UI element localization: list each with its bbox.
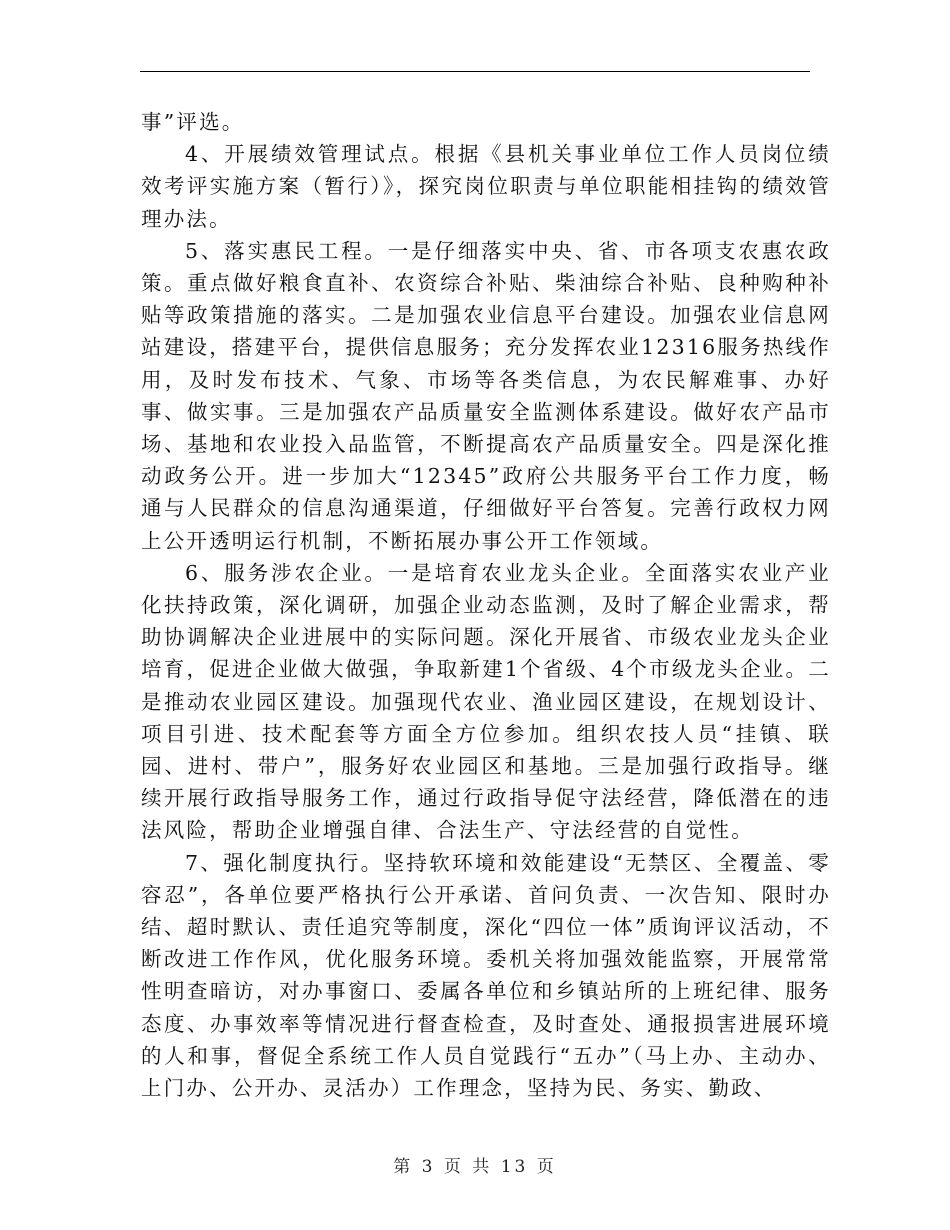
paragraph-item-7: 7、强化制度执行。坚持软环境和效能建设“无禁区、全覆盖、零容忍”，各单位要严格执行公开承诺、首问负责、一次告知、限时办结、超时默认、责任追究等制度，深化“四位一体”质询评议活动，不断改进工作作风，优化服务环境。委机关将加强效能监察，开展常常性明查暗访，对办事窗口、委属各单位和乡镇站所的上班纪律、服务态度、办事效率等情况进行督查检查，及时查处、通报损害进展环境的人和事，督促全系统工作人员自觉践行“五办”（马上办、主动办、上门办、公开办、灵活办）工作理念，坚持为民、务实、勤政、 [141,850,831,1101]
page-number-footer: 第 3 页 共 13 页 [393,1157,557,1177]
paragraph-continuation: 事”评选。 [141,110,245,134]
paragraph-item-6: 6、服务涉农企业。一是培育农业龙头企业。全面落实农业产业化扶持政策，深化调研，加强企业动态监测，及时了解企业需求，帮助协调解决企业进展中的实际问题。深化开展省、市级农业龙头企业培育，促进企业做大做强，争取新建1个省级、4个市级龙头企业。二是推动农业园区建设。加强现代农业、渔业园区建设，在规划设计、项目引进、技术配套等方面全方位参加。组织农技人员“挂镇、联园、进村、带户”，服务好农业园区和基地。三是加强行政指导。继续开展行政指导服务工作，通过行政指导促守法经营，降低潜在的违法风险，帮助企业增强自律、合法生产、守法经营的自觉性。 [141,560,831,843]
header-rule [140,71,810,72]
document-body [141,106,831,1104]
paragraph-item-5: 5、落实惠民工程。一是仔细落实中央、省、市各项支农惠农政策。重点做好粮食直补、农资综合补贴、柴油综合补贴、良种购种补贴等政策措施的落实。二是加强农业信息平台建设。加强农业信息网站建设，搭建平台，提供信息服务；充分发挥农业12316服务热线作用，及时发布技术、气象、市场等各类信息，为农民解难事、办好事、做实事。三是加强农产品质量安全监测体系建设。做好农产品市场、基地和农业投入品监管，不断提高农产品质量安全。四是深化推动政务公开。进一步加大“12345”政府公共服务平台工作力度，畅通与人民群众的信息沟通渠道，仔细做好平台答复。完善行政权力网上公开透明运行机制，不断拓展办事公开工作领域。 [141,238,831,553]
paragraph-item-4: 4、开展绩效管理试点。根据《县机关事业单位工作人员岗位绩效考评实施方案（暂行）》，探究岗位职责与单位职能相挂钩的绩效管理办法。 [141,142,831,231]
